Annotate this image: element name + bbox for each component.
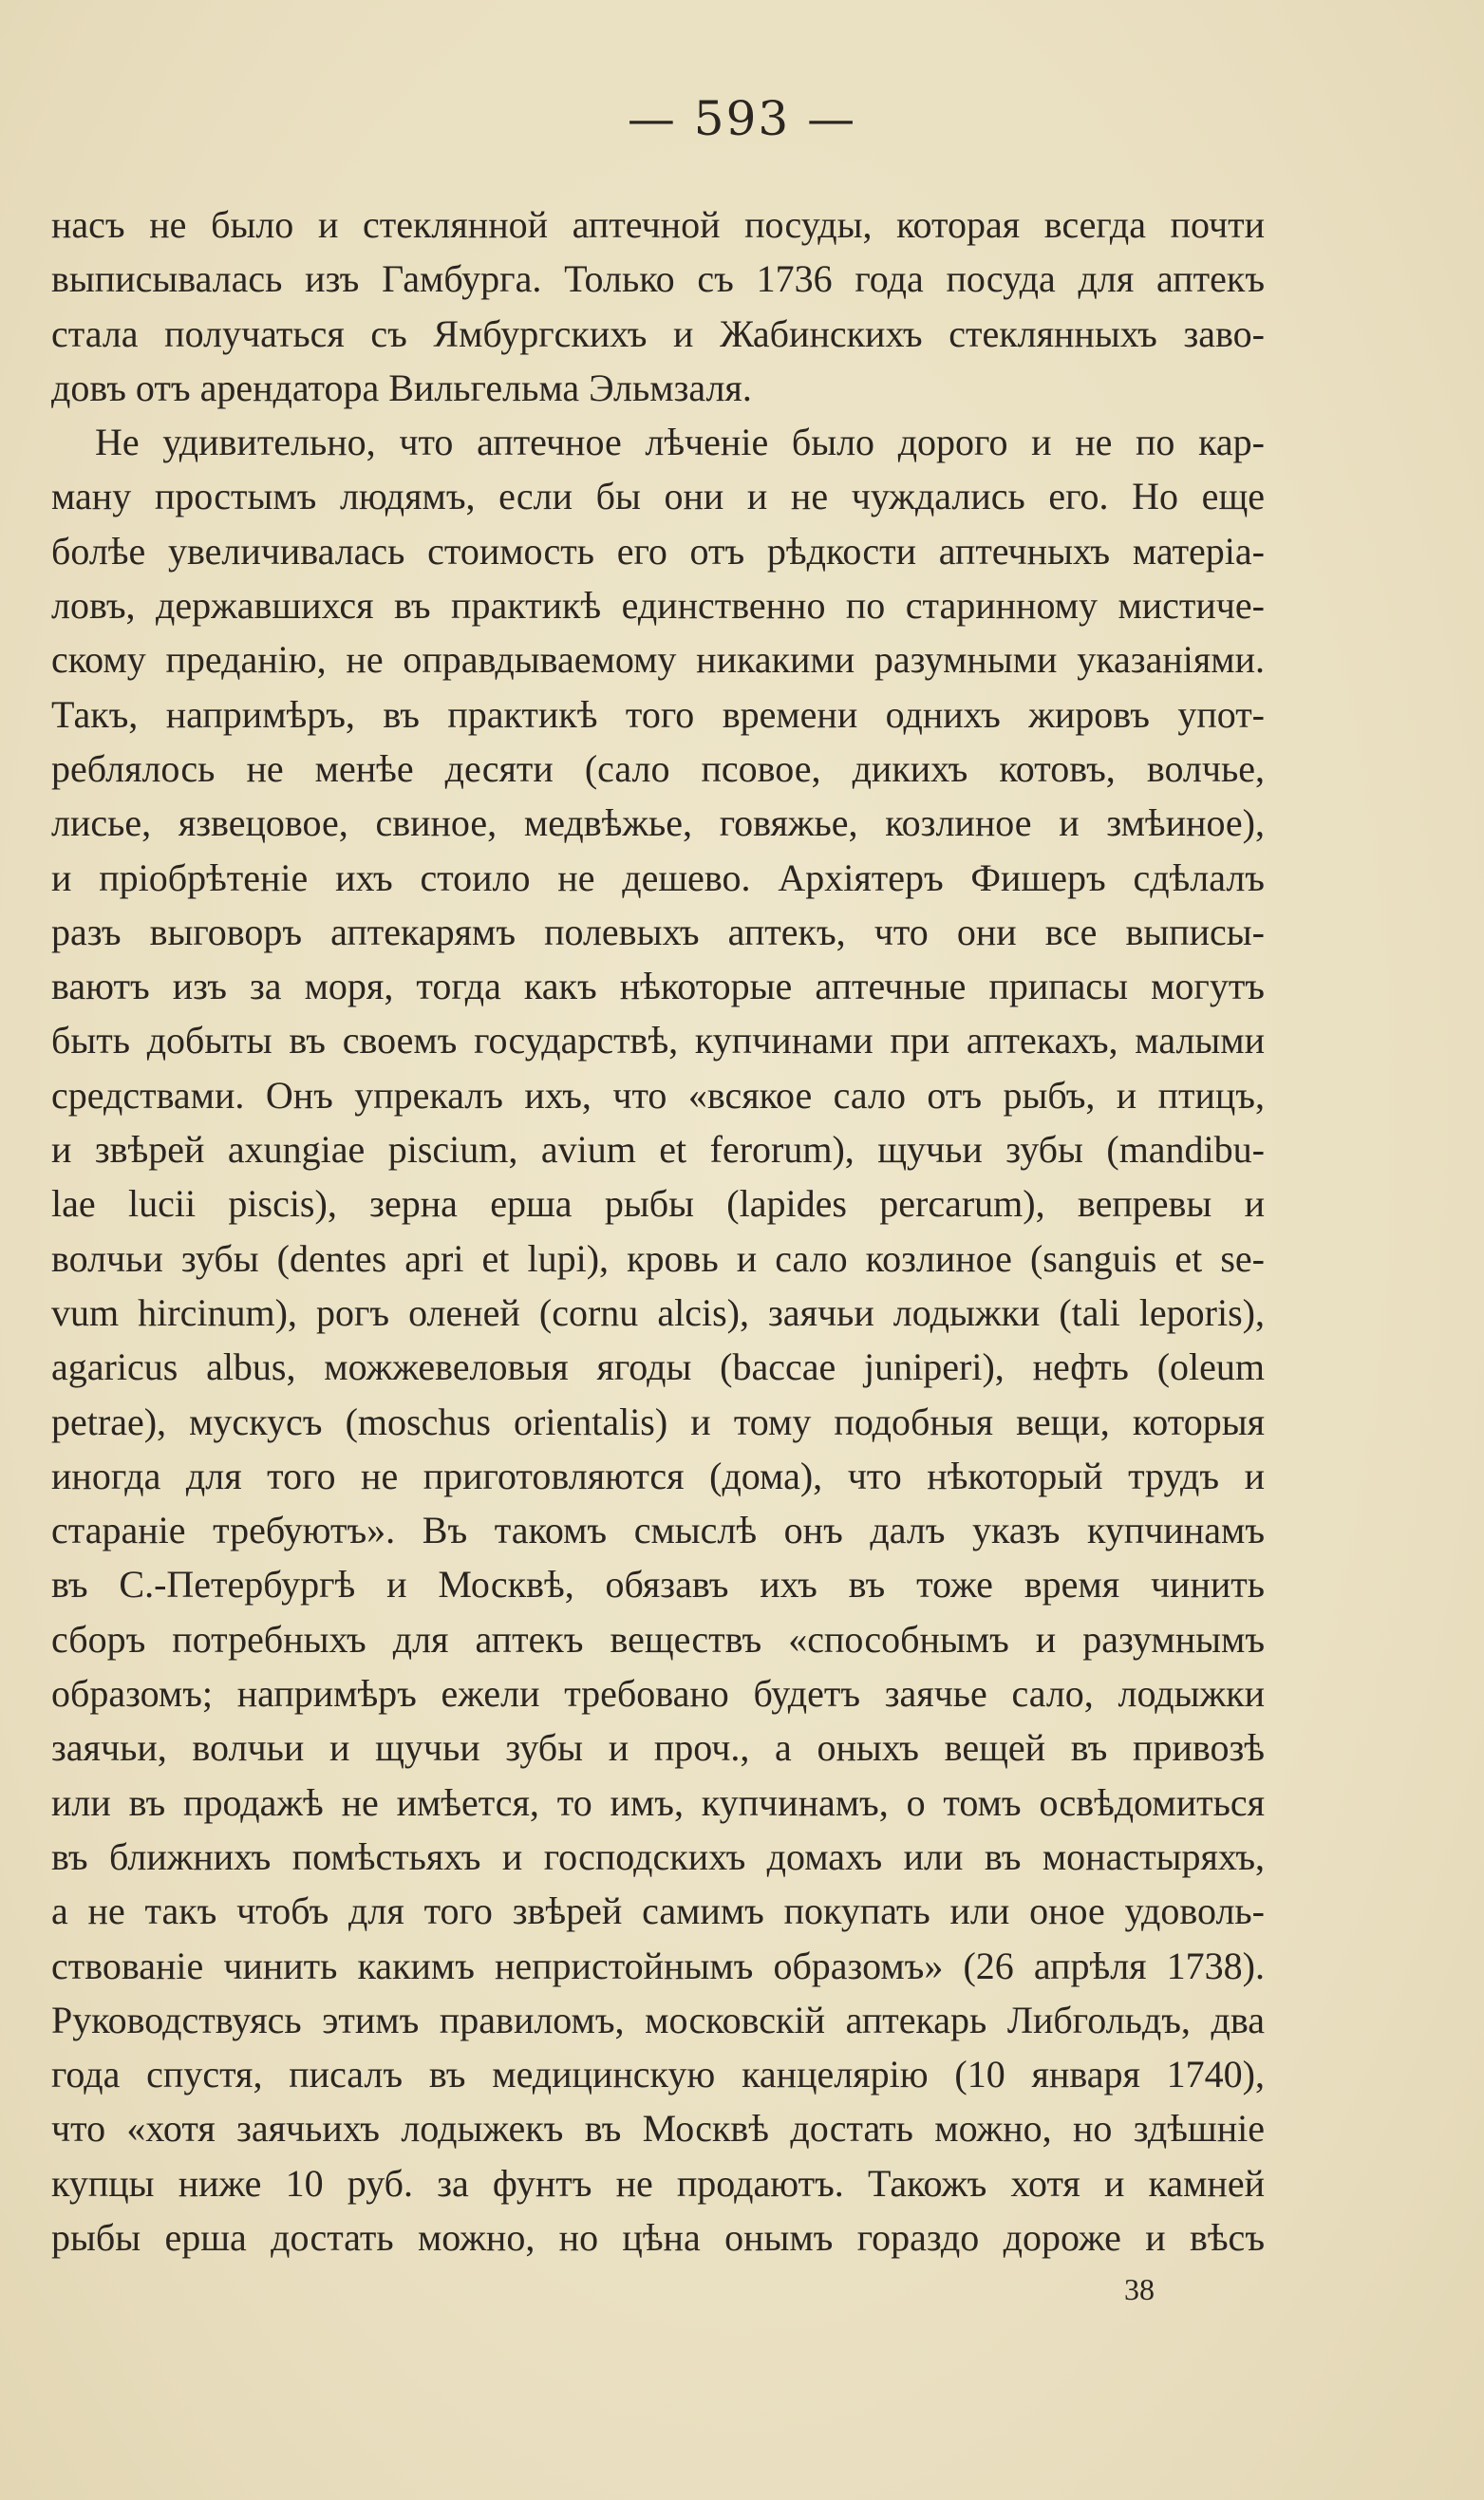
- text-line: разъ выговоръ аптекарямъ полевыхъ аптекъ, что они все выписы-: [51, 910, 1265, 953]
- text-line: образомъ; напримѣръ ежели требовано будетъ заячье сало, лодыжки: [51, 1672, 1265, 1716]
- text-line: болѣе увеличивалась стоимость его отъ рѣдкости аптечныхъ матеріа-: [51, 529, 1265, 573]
- text-line: быть добыты въ своемъ государствѣ, купчинами при аптекахъ, малыми: [51, 1019, 1265, 1062]
- text-line: довъ отъ арендатора Вильгельма Эльмзаля.: [51, 366, 752, 409]
- text-line: Не удивительно, что аптечное лѣченіе было дорого и не по кар-: [95, 421, 1265, 464]
- text-line: ловъ, державшихся въ практикѣ единственно по старинному мистиче-: [51, 584, 1265, 628]
- text-line: ствованіе чинить какимъ непристойнымъ образомъ» (26 апрѣля 1738).: [51, 1944, 1265, 1987]
- text-line: сборъ потребныхъ для аптекъ веществъ «способнымъ и разумнымъ: [51, 1617, 1265, 1661]
- text-line: petrae), мускусъ (moschus orientalis) и тому подобныя вещи, которыя: [51, 1400, 1265, 1443]
- text-line: заячьи, волчьи и щучьи зубы и проч., а оныхъ вещей въ привозѣ: [51, 1726, 1265, 1770]
- text-line: и звѣрей axungiae piscium, avium et ferorum), щучьи зубы (mandibu-: [51, 1128, 1265, 1172]
- text-line: lae lucii piscis), зерна ерша рыбы (lapides percarum), вепревы и: [51, 1182, 1265, 1226]
- text-line: лисье, язвецовое, свиное, медвѣжье, говяжье, козлиное и змѣиное),: [51, 801, 1265, 845]
- text-line: волчьи зубы (dentes apri et lupi), кровь и сало козлиное (sanguis et se-: [51, 1236, 1265, 1280]
- signature-mark: 38: [1124, 2272, 1155, 2306]
- text-line: въ ближнихъ помѣстьяхъ и господскихъ домахъ или въ монастыряхъ,: [51, 1834, 1265, 1878]
- text-line: vum hircinum), рогъ оленей (cornu alcis), заячьи лодыжки (tali leporis),: [51, 1290, 1265, 1334]
- text-line: выписывалась изъ Гамбурга. Только съ 1736 года посуда для аптекъ: [51, 257, 1265, 301]
- text-line: скому преданію, не оправдываемому никакими разумными указаніями.: [51, 638, 1265, 682]
- text-line: реблялось не менѣе десяти (сало псовое, дикихъ котовъ, волчье,: [51, 746, 1265, 790]
- text-line: рыбы ерша достать можно, но цѣна онымъ гораздо дороже и вѣсъ: [51, 2215, 1265, 2259]
- text-line: иногда для того не приготовляются (дома), что нѣкоторый трудъ и: [51, 1454, 1265, 1497]
- text-line: купцы ниже 10 руб. за фунтъ не продаютъ. Такожъ хотя и камней: [51, 2161, 1265, 2205]
- text-line: въ С.-Петербургѣ и Москвѣ, обязавъ ихъ въ тоже время чинить: [51, 1563, 1265, 1607]
- text-line: средствами. Онъ упрекалъ ихъ, что «всякое сало отъ рыбъ, и птицъ,: [51, 1073, 1265, 1117]
- text-line: а не такъ чтобъ для того звѣрей самимъ покупать или оное удоволь-: [51, 1889, 1265, 1933]
- text-line: ваютъ изъ за моря, тогда какъ нѣкоторые аптечные припасы могутъ: [51, 965, 1265, 1008]
- text-line: Руководствуясь этимъ правиломъ, московскій аптекарь Либгольдъ, два: [51, 1998, 1265, 2041]
- text-line: насъ не было и стеклянной аптечной посуды, которая всегда почти: [51, 203, 1265, 246]
- text-line: Такъ, напримѣръ, въ практикѣ того времени однихъ жировъ упот-: [51, 692, 1265, 736]
- text-line: agaricus albus, можжевеловыя ягоды (baccae juniperi), нефть (oleum: [51, 1345, 1265, 1389]
- text-line: или въ продажѣ не имѣется, то имъ, купчинамъ, о томъ освѣдомиться: [51, 1780, 1265, 1824]
- text-line: года спустя, писалъ въ медицинскую канцелярію (10 января 1740),: [51, 2053, 1265, 2096]
- text-line: ману простымъ людямъ, если бы они и не чуждались его. Но еще: [51, 475, 1265, 518]
- text-line: стараніе требуютъ». Въ такомъ смыслѣ онъ далъ указъ купчинамъ: [51, 1509, 1265, 1552]
- text-line: и пріобрѣтеніе ихъ стоило не дешево. Архіятеръ Фишеръ сдѣлалъ: [51, 855, 1265, 899]
- page-body-text: [51, 197, 1265, 2265]
- text-line: что «хотя заячьихъ лодыжекъ въ Москвѣ достать можно, но здѣшніе: [51, 2107, 1265, 2151]
- text-line: стала получаться съ Ямбургскихъ и Жабинскихъ стеклянныхъ заво-: [51, 311, 1265, 355]
- page-number: — 593 —: [627, 91, 857, 146]
